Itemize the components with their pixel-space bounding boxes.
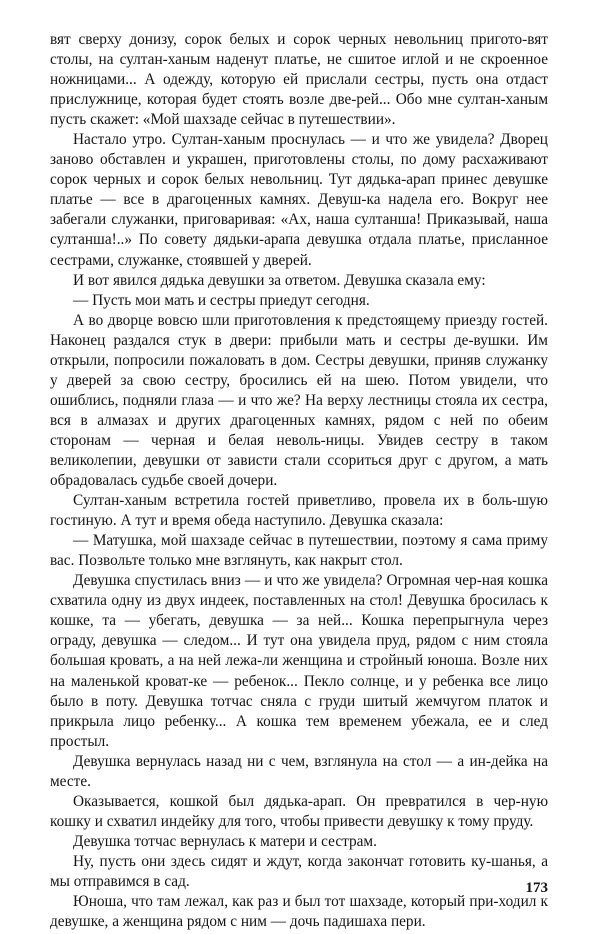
paragraph: Девушка вернулась назад ни с чем, взглянула на стол — а ин-дейка на месте. (50, 752, 548, 790)
paragraph: Юноша, что там лежал, как раз и был тот шахзаде, который при-ходил к девушке, а женщина рядом с ним — дочь падишаха пери. (50, 893, 548, 931)
paragraph: И вот явился дядька девушки за ответом. Девушка сказала ему: (73, 271, 486, 289)
paragraph: Настало утро. Султан-ханым проснулась — и что же увидела? Дворец заново обставлен и украшен, приготовлены столы, по дому расхаживают сорок черных и сорок белых невольниц. Тут дядька-арап принес девушке платье — все в драгоценных камнях. Девуш-ка надела его. Вокруг нее забегали служанки, приговаривая: «Ах, наша султанша! Приказывай, наша султанша!..» По совету дядьки-арапа девушка отдала платье, присланное сестрами, служанке, стоявшей у дверей. (50, 131, 548, 269)
book-page-text (50, 30, 548, 932)
paragraph: Девушка тотчас вернулась к матери и сестрам. (73, 832, 377, 850)
dialogue-line: — Матушка, мой шахзаде сейчас в путешествии, поэтому я сама приму вас. Позвольте только мне взглянуть, как накрыт стол. (50, 532, 548, 570)
paragraph-continuation: вят сверху донизу, сорок белых и сорок черных невольниц пригото-вят столы, на султан-ханым наденут платье, не сшитое иглой и не скроенное ножницами... А одежду, которую ей прислали сестры, пусть она отдаст прислужнице, которая будет стоять возле две-рей... Обо мне султан-ханым пусть скажет: «Мой шахзаде сейчас в путешествии». (50, 31, 548, 129)
page-number: 173 (525, 880, 548, 896)
paragraph: А во дворце вовсю шли приготовления к предстоящему приезду гостей. Наконец раздался стук в двери: прибыли мать и сестры де-вушки. Им открыли, попросили пожаловать в дом. Сестры девушки, приняв служанку у дверей за свою сестру, бросились ей на шею. Потом увидели, что ошиблись, подняли глаза — и что же? На верху лестницы стояла их сестра, вся в алмазах и других драгоценных камнях, рядом с ней по обеим сторонам — черная и белая неволь-ницы. Увидев сестру в таком великолепии, девушки от зависти стали ссориться друг с другом, а мать обрадовалась судьбе своей дочери. (50, 311, 548, 490)
paragraph: Ну, пусть они здесь сидят и ждут, когда закончат готовить ку-шанья, а мы отправимся в сад. (50, 852, 548, 890)
paragraph: Девушка спустилась вниз — и что же увидела? Огромная чер-ная кошка схватила одну из двух индеек, поставленных на стол! Девушка бросилась к кошке, та — убегать, девушка — за ней... Кошка перепрыгнула через ограду, девушка — следом... И тут она увидела пруд, рядом с ним стояла большая кровать, а на ней лежа-ли женщина и стройный юноша. Возле них на маленькой кроват-ке — ребенок... Пекло солнце, и у ребенка все лицо было в поту. Девушка тотчас сняла с груди шитый жемчугом платок и прикрыла лицо ребенку... А кошка тем временем убежала, ее и след простыл. (50, 572, 548, 750)
paragraph: Оказывается, кошкой был дядька-арап. Он превратился в чер-ную кошку и схватил индейку для того, чтобы привести девушку к тому пруду. (50, 792, 548, 830)
dialogue-line: — Пусть мои мать и сестры приедут сегодня. (73, 291, 370, 309)
paragraph: Султан-ханым встретила гостей приветливо, провела их в боль-шую гостиную. А тут и время обеда наступило. Девушка сказала: (50, 492, 548, 530)
